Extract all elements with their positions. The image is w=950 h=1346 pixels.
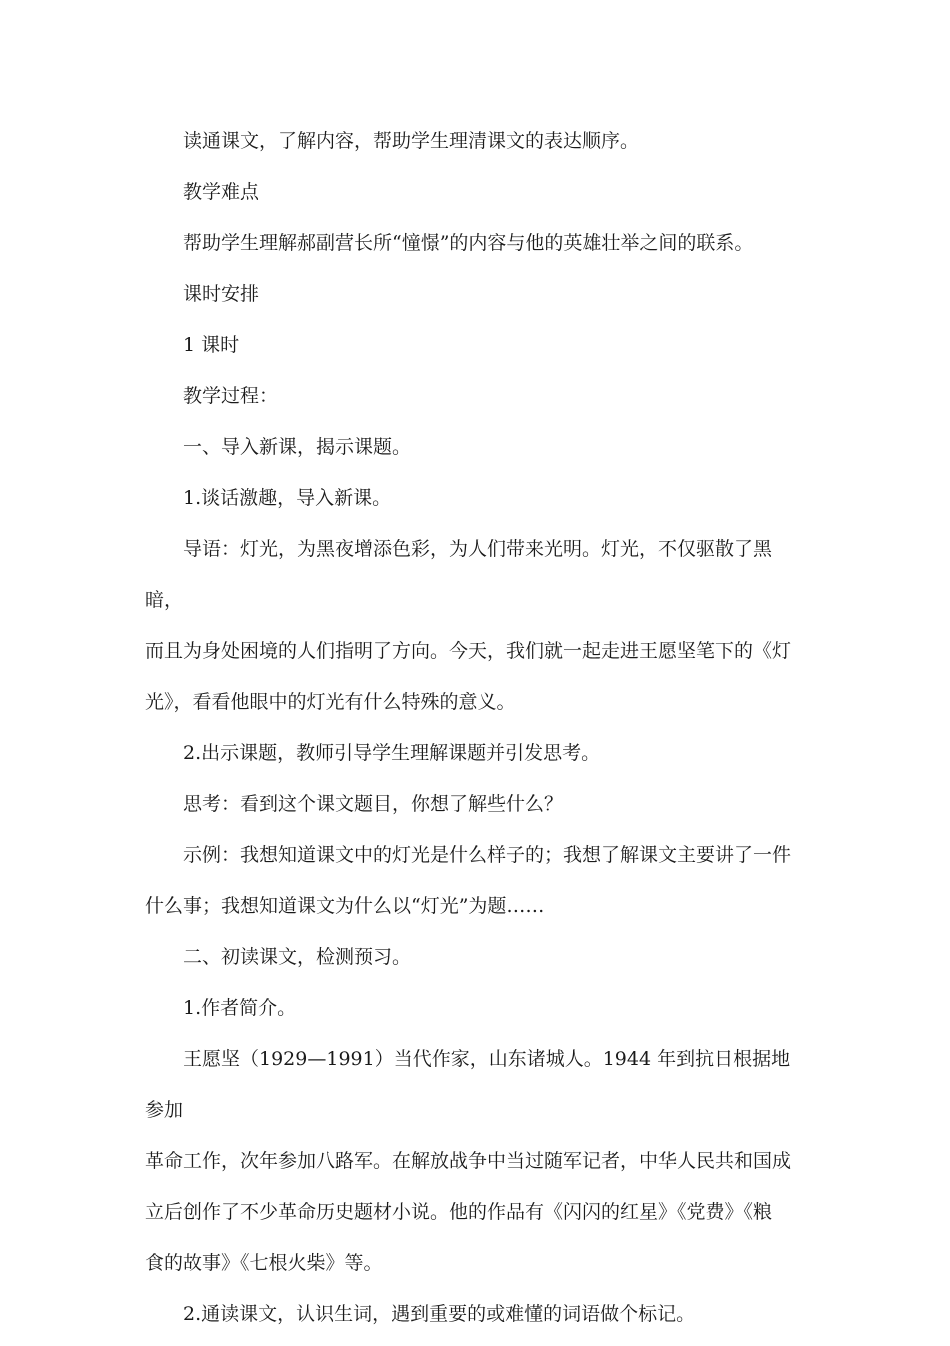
text-line: 1.谈话激趣，导入新课。 (183, 487, 392, 509)
document-body (145, 116, 805, 1340)
item-1-1 (145, 473, 805, 524)
text-line: 思考：看到这个课文题目，你想了解些什么？ (183, 793, 564, 815)
text-line: 二、初读课文，检测预习。 (183, 946, 412, 968)
heading-section-one (145, 422, 805, 473)
paragraph-teaching-difficulty (145, 218, 805, 269)
text-line: 示例：我想知道课文中的灯光是什么样子的；我想了解课文主要讲了一件 (183, 844, 792, 866)
paragraph-author-bio (145, 1034, 805, 1289)
text-line: 教学难点 (183, 181, 260, 203)
text-line: 课时安排 (183, 283, 260, 305)
text-line: 导语：灯光，为黑夜增添色彩，为人们带来光明。灯光，不仅驱散了黑暗， (145, 538, 773, 611)
text-line: 读通课文，了解内容，帮助学生理清课文的表达顺序。 (183, 130, 640, 152)
text-line: 立后创作了不少革命历史题材小说。他的作品有《闪闪的红星》《党费》《粮 (145, 1201, 773, 1223)
text-line: 光》，看看他眼中的灯光有什么特殊的意义。 (145, 691, 516, 713)
paragraph-teaching-focus (145, 116, 805, 167)
item-2-1 (145, 983, 805, 1034)
text-line: 教学过程： (183, 385, 279, 407)
paragraph-class-hours (145, 320, 805, 371)
text-line: 2.通读课文，认识生词，遇到重要的或难懂的词语做个标记。 (183, 1303, 696, 1325)
text-line: 什么事；我想知道课文为什么以“灯光”为题…… (145, 895, 545, 917)
heading-class-schedule (145, 269, 805, 320)
text-line: 1.作者简介。 (183, 997, 297, 1019)
text-line: 1 课时 (183, 334, 240, 356)
text-line: 王愿坚（1929—1991）当代作家，山东诸城人。1944 年到抗日根据地参加 (145, 1048, 791, 1121)
text-line: 2.出示课题，教师引导学生理解课题并引发思考。 (183, 742, 601, 764)
item-2-2 (145, 1289, 805, 1340)
text-line: 食的故事》《七根火柴》等。 (145, 1252, 383, 1274)
text-line: 革命工作，次年参加八路军。在解放战争中当过随军记者，中华人民共和国成 (145, 1150, 792, 1172)
paragraph-example (145, 830, 805, 932)
heading-section-two (145, 932, 805, 983)
item-1-2 (145, 728, 805, 779)
text-line: 帮助学生理解郝副营长所“憧憬”的内容与他的英雄壮举之间的联系。 (183, 232, 754, 254)
text-line: 而且为身处困境的人们指明了方向。今天，我们就一起走进王愿坚笔下的《灯 (145, 640, 792, 662)
heading-teaching-difficulty (145, 167, 805, 218)
paragraph-thinking (145, 779, 805, 830)
text-line: 一、导入新课，揭示课题。 (183, 436, 412, 458)
heading-teaching-process (145, 371, 805, 422)
paragraph-introduction (145, 524, 805, 728)
